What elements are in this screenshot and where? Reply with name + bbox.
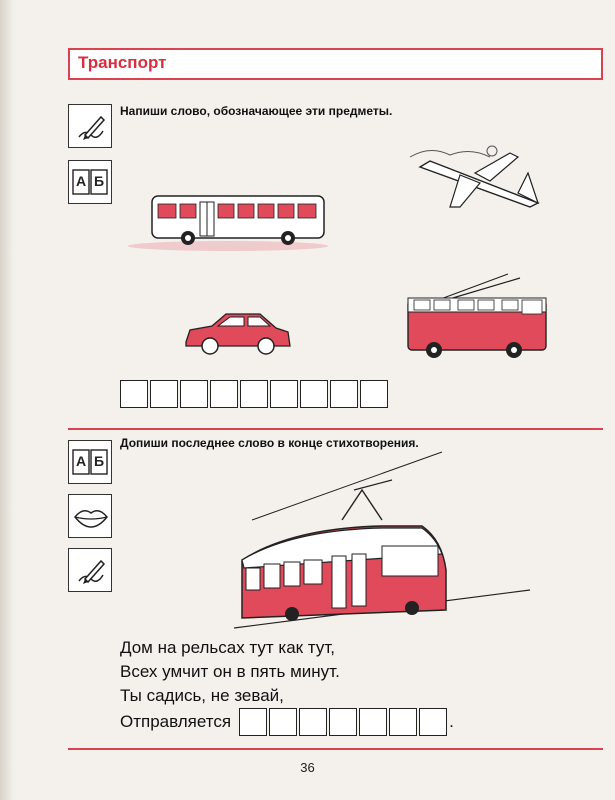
task1-instruction: Напиши слово, обозначающее эти предметы. <box>120 104 393 118</box>
poem <box>120 636 454 736</box>
letter-cell[interactable] <box>389 708 417 736</box>
letter-cell[interactable] <box>150 380 178 408</box>
letter-cell[interactable] <box>270 380 298 408</box>
poem-line: Ты садись, не зевай, <box>120 686 284 705</box>
letter-cell[interactable] <box>120 380 148 408</box>
page-number: 36 <box>300 760 315 775</box>
poem-line-prefix: Отправляется <box>120 712 232 731</box>
letter-cell[interactable] <box>269 708 297 736</box>
task2-instruction: Допиши последнее слово в конце стихотворения. <box>120 436 419 450</box>
letter-cell[interactable] <box>180 380 208 408</box>
letter-cell[interactable] <box>210 380 238 408</box>
ab-letter-a: А <box>76 173 87 189</box>
car-picture <box>182 308 292 358</box>
bus-picture <box>128 192 328 252</box>
letter-cell[interactable] <box>330 380 358 408</box>
letter-cell[interactable] <box>240 380 268 408</box>
lips-icon <box>68 494 112 538</box>
footer-divider <box>68 748 603 750</box>
page-title: Транспорт <box>78 53 167 72</box>
section-title-box <box>68 48 603 80</box>
letter-cell[interactable] <box>299 708 327 736</box>
pencil-writing-icon <box>68 548 112 592</box>
page-edge-shadow <box>0 0 14 800</box>
letter-cell[interactable] <box>239 708 267 736</box>
pencil-writing-icon <box>68 104 112 148</box>
airplane-picture <box>400 145 550 235</box>
poem-line-last <box>120 708 454 736</box>
letter-cell[interactable] <box>360 380 388 408</box>
task1-answer-cells <box>120 380 390 408</box>
letters-ab-icon <box>68 160 112 204</box>
letter-cell[interactable] <box>300 380 328 408</box>
poem-line: Всех умчит он в пять минут. <box>120 662 340 681</box>
poem-line: Дом на рельсах тут как тут, <box>120 638 335 657</box>
poem-line-suffix: . <box>449 712 454 731</box>
letter-cell[interactable] <box>329 708 357 736</box>
letter-cell[interactable] <box>419 708 447 736</box>
letter-cell[interactable] <box>359 708 387 736</box>
ab-letter-b: Б <box>94 453 105 469</box>
letters-ab-icon <box>68 440 112 484</box>
trolleybus-picture <box>398 270 558 365</box>
ab-letter-a: А <box>76 453 87 469</box>
task2-answer-cells <box>239 708 449 736</box>
section-divider <box>68 428 603 430</box>
ab-letter-b: Б <box>94 173 105 189</box>
tram-picture <box>232 450 532 640</box>
